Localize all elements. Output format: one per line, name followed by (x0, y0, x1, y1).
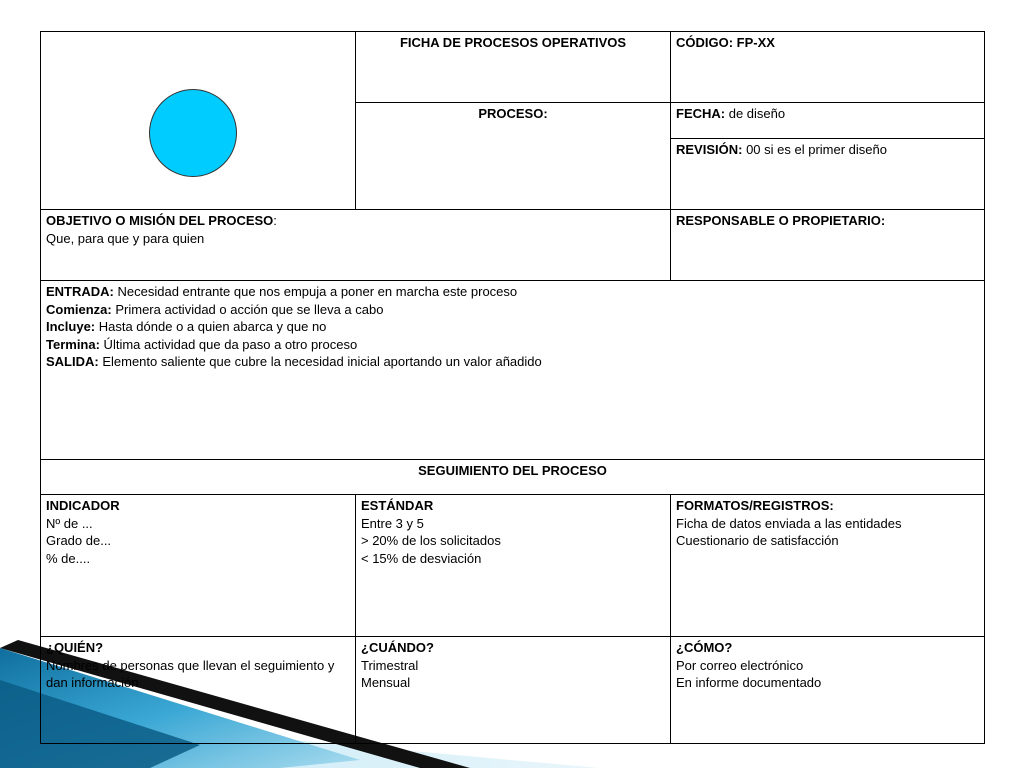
indicador-line: % de.... (46, 550, 91, 566)
estandar-line: Entre 3 y 5 (361, 515, 424, 531)
cuando-line: Mensual (361, 675, 411, 690)
codigo-cell (670, 31, 985, 103)
objetivo-cell (40, 209, 671, 281)
descripcion-cell (40, 280, 985, 460)
estandar-heading: ESTÁNDAR (361, 498, 434, 513)
indicador-line: Grado de... (46, 533, 112, 548)
fecha-cell (670, 102, 985, 139)
cuando-heading: ¿CUÁNDO? (361, 640, 434, 655)
como-line: Por correo electrónico (676, 657, 804, 673)
incluye-line (46, 318, 979, 336)
formatos-cell (670, 494, 985, 637)
termina-value: Última actividad que da paso a otro proceso (99, 336, 358, 352)
cuando-line: Trimestral (361, 657, 419, 673)
incluye-value: Hasta dónde o a quien abarca y que no (95, 319, 327, 334)
form-title (355, 31, 671, 103)
comienza-line (46, 301, 979, 319)
formatos-line: Cuestionario de satisfacción (676, 533, 839, 548)
estandar-cell (355, 494, 671, 637)
entrada-value: Necesidad entrante que nos empuja a poner en marcha este proceso (113, 284, 518, 299)
seguimiento-title: SEGUIMIENTO DEL PROCESO (418, 463, 607, 478)
proceso-label: PROCESO: (478, 106, 548, 121)
seguimiento-header (40, 459, 985, 495)
estandar-line: < 15% de desviación (361, 550, 482, 566)
revision-label: REVISIÓN: (676, 142, 743, 157)
salida-line (46, 353, 979, 371)
logo-cell (40, 31, 356, 210)
como-cell (670, 636, 985, 744)
salida-label: SALIDA: (46, 354, 99, 369)
fecha-label: FECHA: (676, 106, 726, 121)
quien-cell (40, 636, 356, 744)
form-title-text: FICHA DE PROCESOS OPERATIVOS (399, 35, 627, 50)
cuando-cell (355, 636, 671, 744)
incluye-label: Incluye: (46, 319, 96, 334)
revision-cell (670, 138, 985, 210)
termina-label: Termina: (46, 336, 100, 352)
termina-line (46, 336, 979, 354)
process-sheet (40, 31, 985, 744)
objetivo-value: Que, para que y para quien (46, 230, 205, 246)
estandar-line: > 20% de los solicitados (361, 533, 501, 548)
responsable-label: RESPONSABLE O PROPIETARIO: (676, 213, 886, 228)
logo-circle-icon (149, 89, 237, 177)
codigo-label: CÓDIGO: FP-XX (676, 35, 775, 50)
objetivo-colon: : (273, 213, 277, 228)
como-heading: ¿CÓMO? (676, 640, 733, 655)
formatos-line: Ficha de datos enviada a las entidades (676, 515, 902, 531)
fecha-value: de diseño (725, 106, 786, 121)
indicador-line: Nº de ... (46, 515, 93, 531)
salida-value: Elemento saliente que cubre la necesidad inicial aportando un valor añadido (98, 354, 542, 369)
indicador-heading: INDICADOR (46, 498, 120, 513)
entrada-label: ENTRADA: (46, 284, 114, 299)
quien-text: Nombres de personas que llevan el seguimiento y dan información (46, 657, 335, 690)
quien-heading: ¿QUIÉN? (46, 640, 104, 655)
revision-value: 00 si es el primer diseño (742, 142, 887, 157)
formatos-heading: FORMATOS/REGISTROS: (676, 498, 834, 513)
comienza-value: Primera actividad o acción que se lleva a cabo (111, 301, 384, 317)
comienza-label: Comienza: (46, 301, 112, 317)
como-line: En informe documentado (676, 675, 822, 690)
proceso-cell (355, 102, 671, 210)
entrada-line (46, 283, 979, 301)
responsable-cell (670, 209, 985, 281)
objetivo-label: OBJETIVO O MISIÓN DEL PROCESO (46, 213, 274, 228)
indicador-cell (40, 494, 356, 637)
